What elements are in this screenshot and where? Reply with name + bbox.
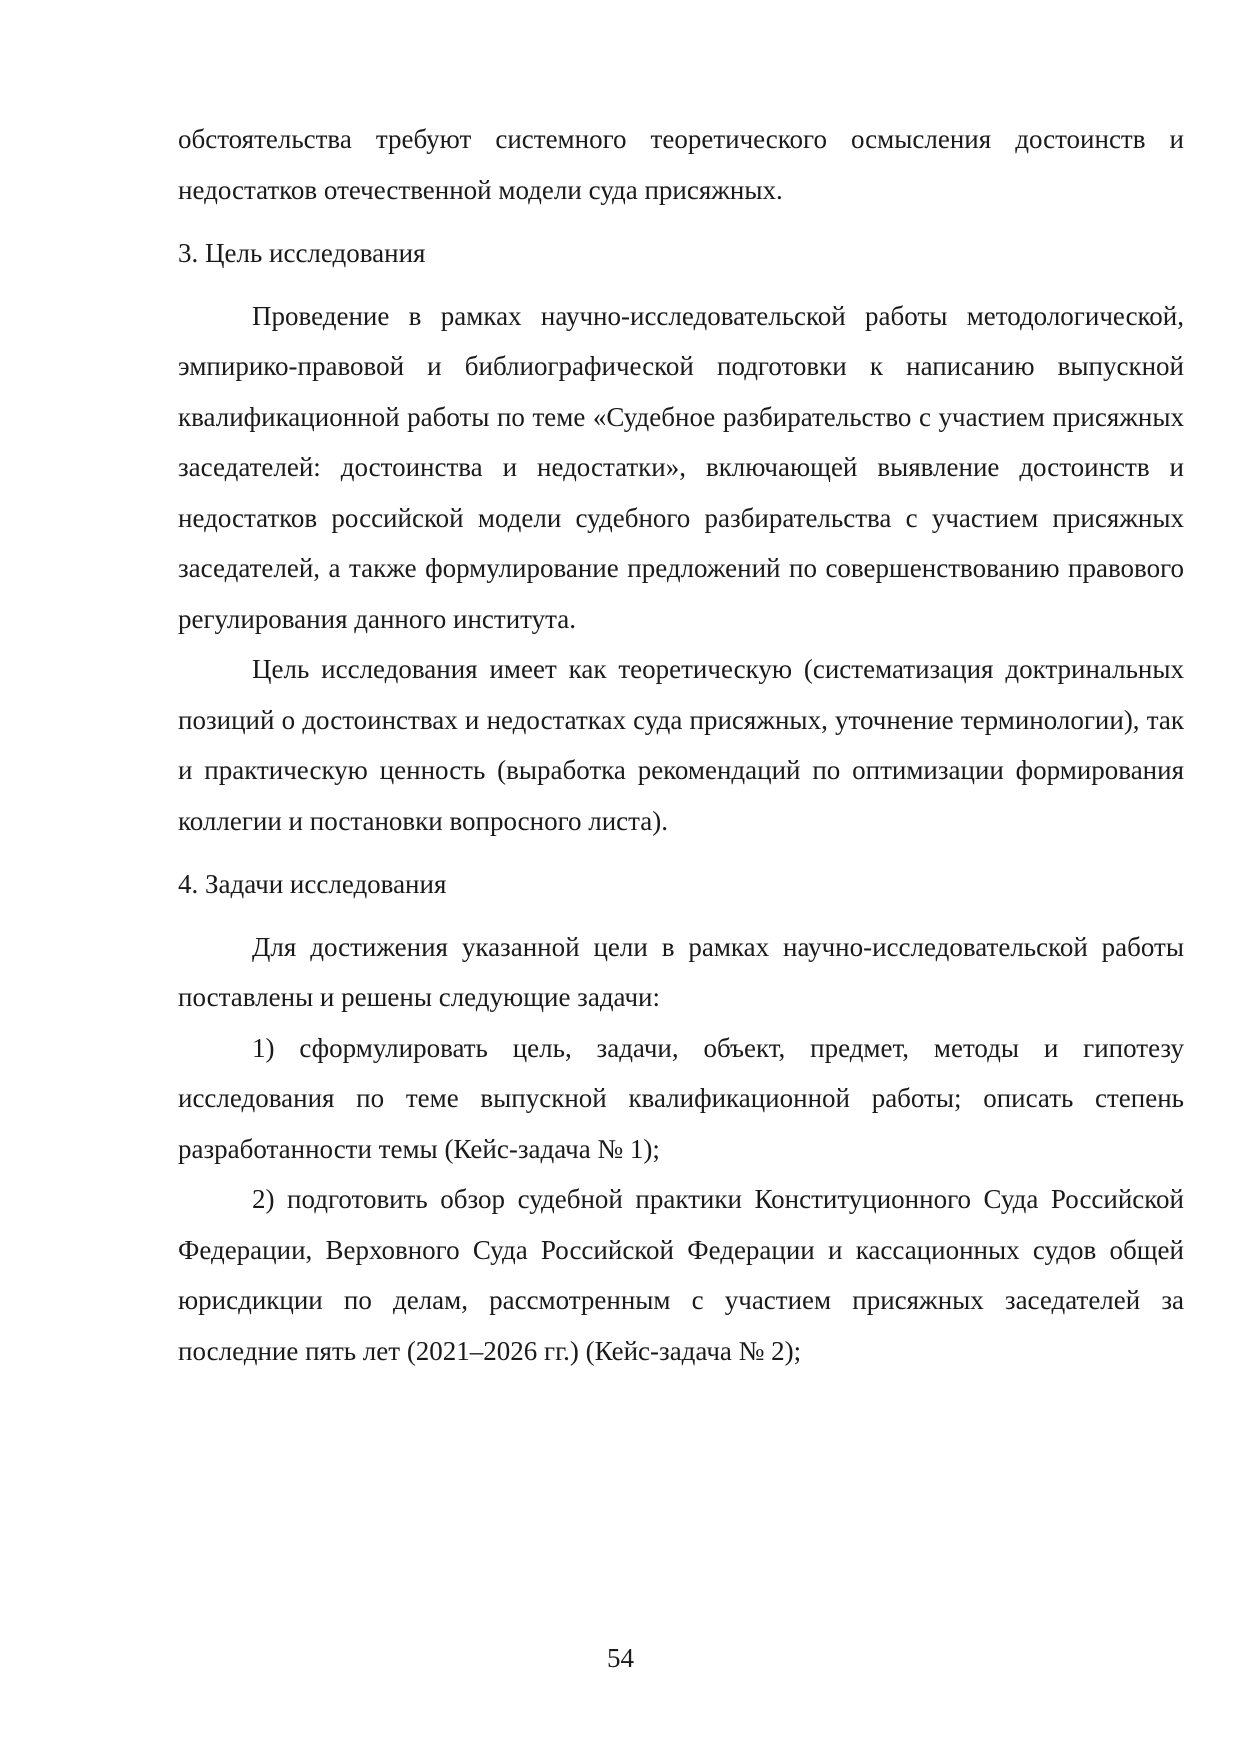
section-heading-tasks: 4. Задачи исследования <box>178 869 447 899</box>
task-item-2: 2) подготовить обзор судебной практики Конституционного Суда Российской Федерации, Верховного Суда Российской Федерации и кассационных судов общей юрисдикции по делам, рассмотренным с участием присяжных заседателей за последние пять лет (2021–2026 гг.) (Кейс-задача № 2); <box>178 1184 1184 1366</box>
page-number: 54 <box>607 1643 634 1673</box>
paragraph-tasks-intro: Для достижения указанной цели в рамках научно-исследовательской работы поставлены и решены следующие задачи: <box>178 931 1184 1012</box>
document-body <box>178 114 1184 1376</box>
paragraph-goal-value: Цель исследования имеет как теоретическую (систематизация доктринальных позиций о достоинствах и недостатках суда присяжных, уточнение терминологии), так и практическую ценность (выработка рекомендаций по оптимизации формирования коллегии и постановки вопросного листа). <box>178 654 1184 836</box>
paragraph-goal-description: Проведение в рамках научно-исследовательской работы методологической, эмпирико-правовой и библиографической подготовки к написанию выпускной квалификационной работы по теме «Судебное разбирательство с участием присяжных заседателей: достоинства и недостатки», включающей выявление достоинств и недостатков российской модели судебного разбирательства с участием присяжных заседателей, а также формулирование предложений по совершенствованию правового регулирования данного института. <box>178 300 1184 634</box>
section-heading-goal: 3. Цель исследования <box>178 238 426 268</box>
task-item-1: 1) сформулировать цель, задачи, объект, предмет, методы и гипотезу исследования по теме выпускной квалификационной работы; описать степень разработанности темы (Кейс-задача № 1); <box>178 1032 1184 1164</box>
paragraph-continuation: обстоятельства требуют системного теоретического осмысления достоинств и недостатков отечественной модели суда присяжных. <box>178 124 1184 205</box>
